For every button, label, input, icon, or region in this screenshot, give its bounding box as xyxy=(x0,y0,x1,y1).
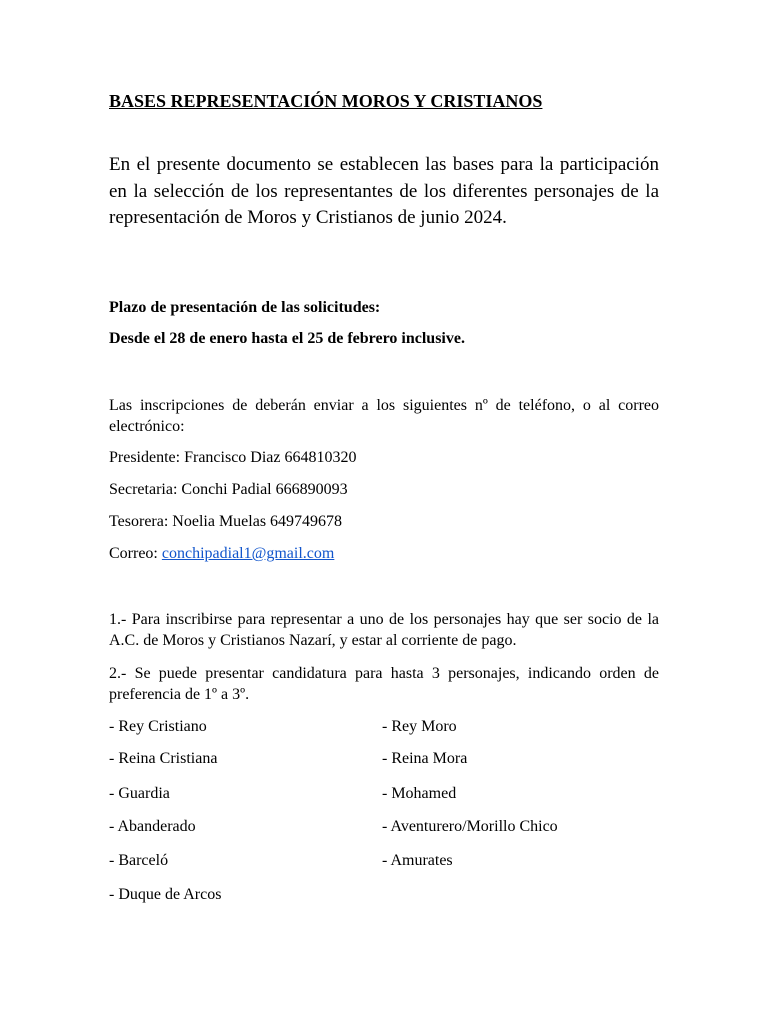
document-title: BASES REPRESENTACIÓN MOROS Y CRISTIANOS xyxy=(109,91,543,111)
list-item: - Barceló xyxy=(109,852,169,869)
list-item: - Guardia xyxy=(109,785,170,802)
list-item: - Abanderado xyxy=(109,818,196,835)
inscriptions-paragraph: Las inscripciones de deberán enviar a los siguientes nº de teléfono, o al correo electrónico: xyxy=(109,397,659,435)
intro-paragraph: En el presente documento se establecen las bases para la participación en la selección de los representantes de los diferentes personajes de la representación de Moros y Cristianos de junio 2024. xyxy=(109,154,659,228)
list-item: - Rey Cristiano xyxy=(109,718,207,735)
list-item: - Mohamed xyxy=(382,785,457,802)
document-page xyxy=(109,0,659,1024)
list-item: - Aventurero/Morillo Chico xyxy=(382,818,558,835)
deadline-dates: Desde el 28 de enero hasta el 25 de febrero inclusive. xyxy=(109,330,465,347)
list-item: - Reina Mora xyxy=(382,750,468,767)
contact-president: Presidente: Francisco Diaz 664810320 xyxy=(109,449,357,466)
list-item: - Reina Cristiana xyxy=(109,750,218,767)
contact-secretary: Secretaria: Conchi Padial 666890093 xyxy=(109,481,348,498)
email-line xyxy=(109,545,334,563)
deadline-heading: Plazo de presentación de las solicitudes: xyxy=(109,299,381,316)
rule-2-paragraph: 2.- Se puede presentar candidatura para hasta 3 personajes, indicando orden de preferencia de 1º a 3º. xyxy=(109,665,659,703)
list-item: - Duque de Arcos xyxy=(109,886,222,903)
email-link[interactable]: conchipadial1@gmail.com xyxy=(161,545,335,562)
email-label: Correo: xyxy=(109,545,162,562)
contact-treasurer: Tesorera: Noelia Muelas 649749678 xyxy=(109,513,343,530)
list-item: - Rey Moro xyxy=(382,718,457,735)
rule-1-paragraph: 1.- Para inscribirse para representar a uno de los personajes hay que ser socio de la A.C. de Moros y Cristianos Nazarí, y estar al corriente de pago. xyxy=(109,611,659,649)
list-item: - Amurates xyxy=(382,852,453,869)
